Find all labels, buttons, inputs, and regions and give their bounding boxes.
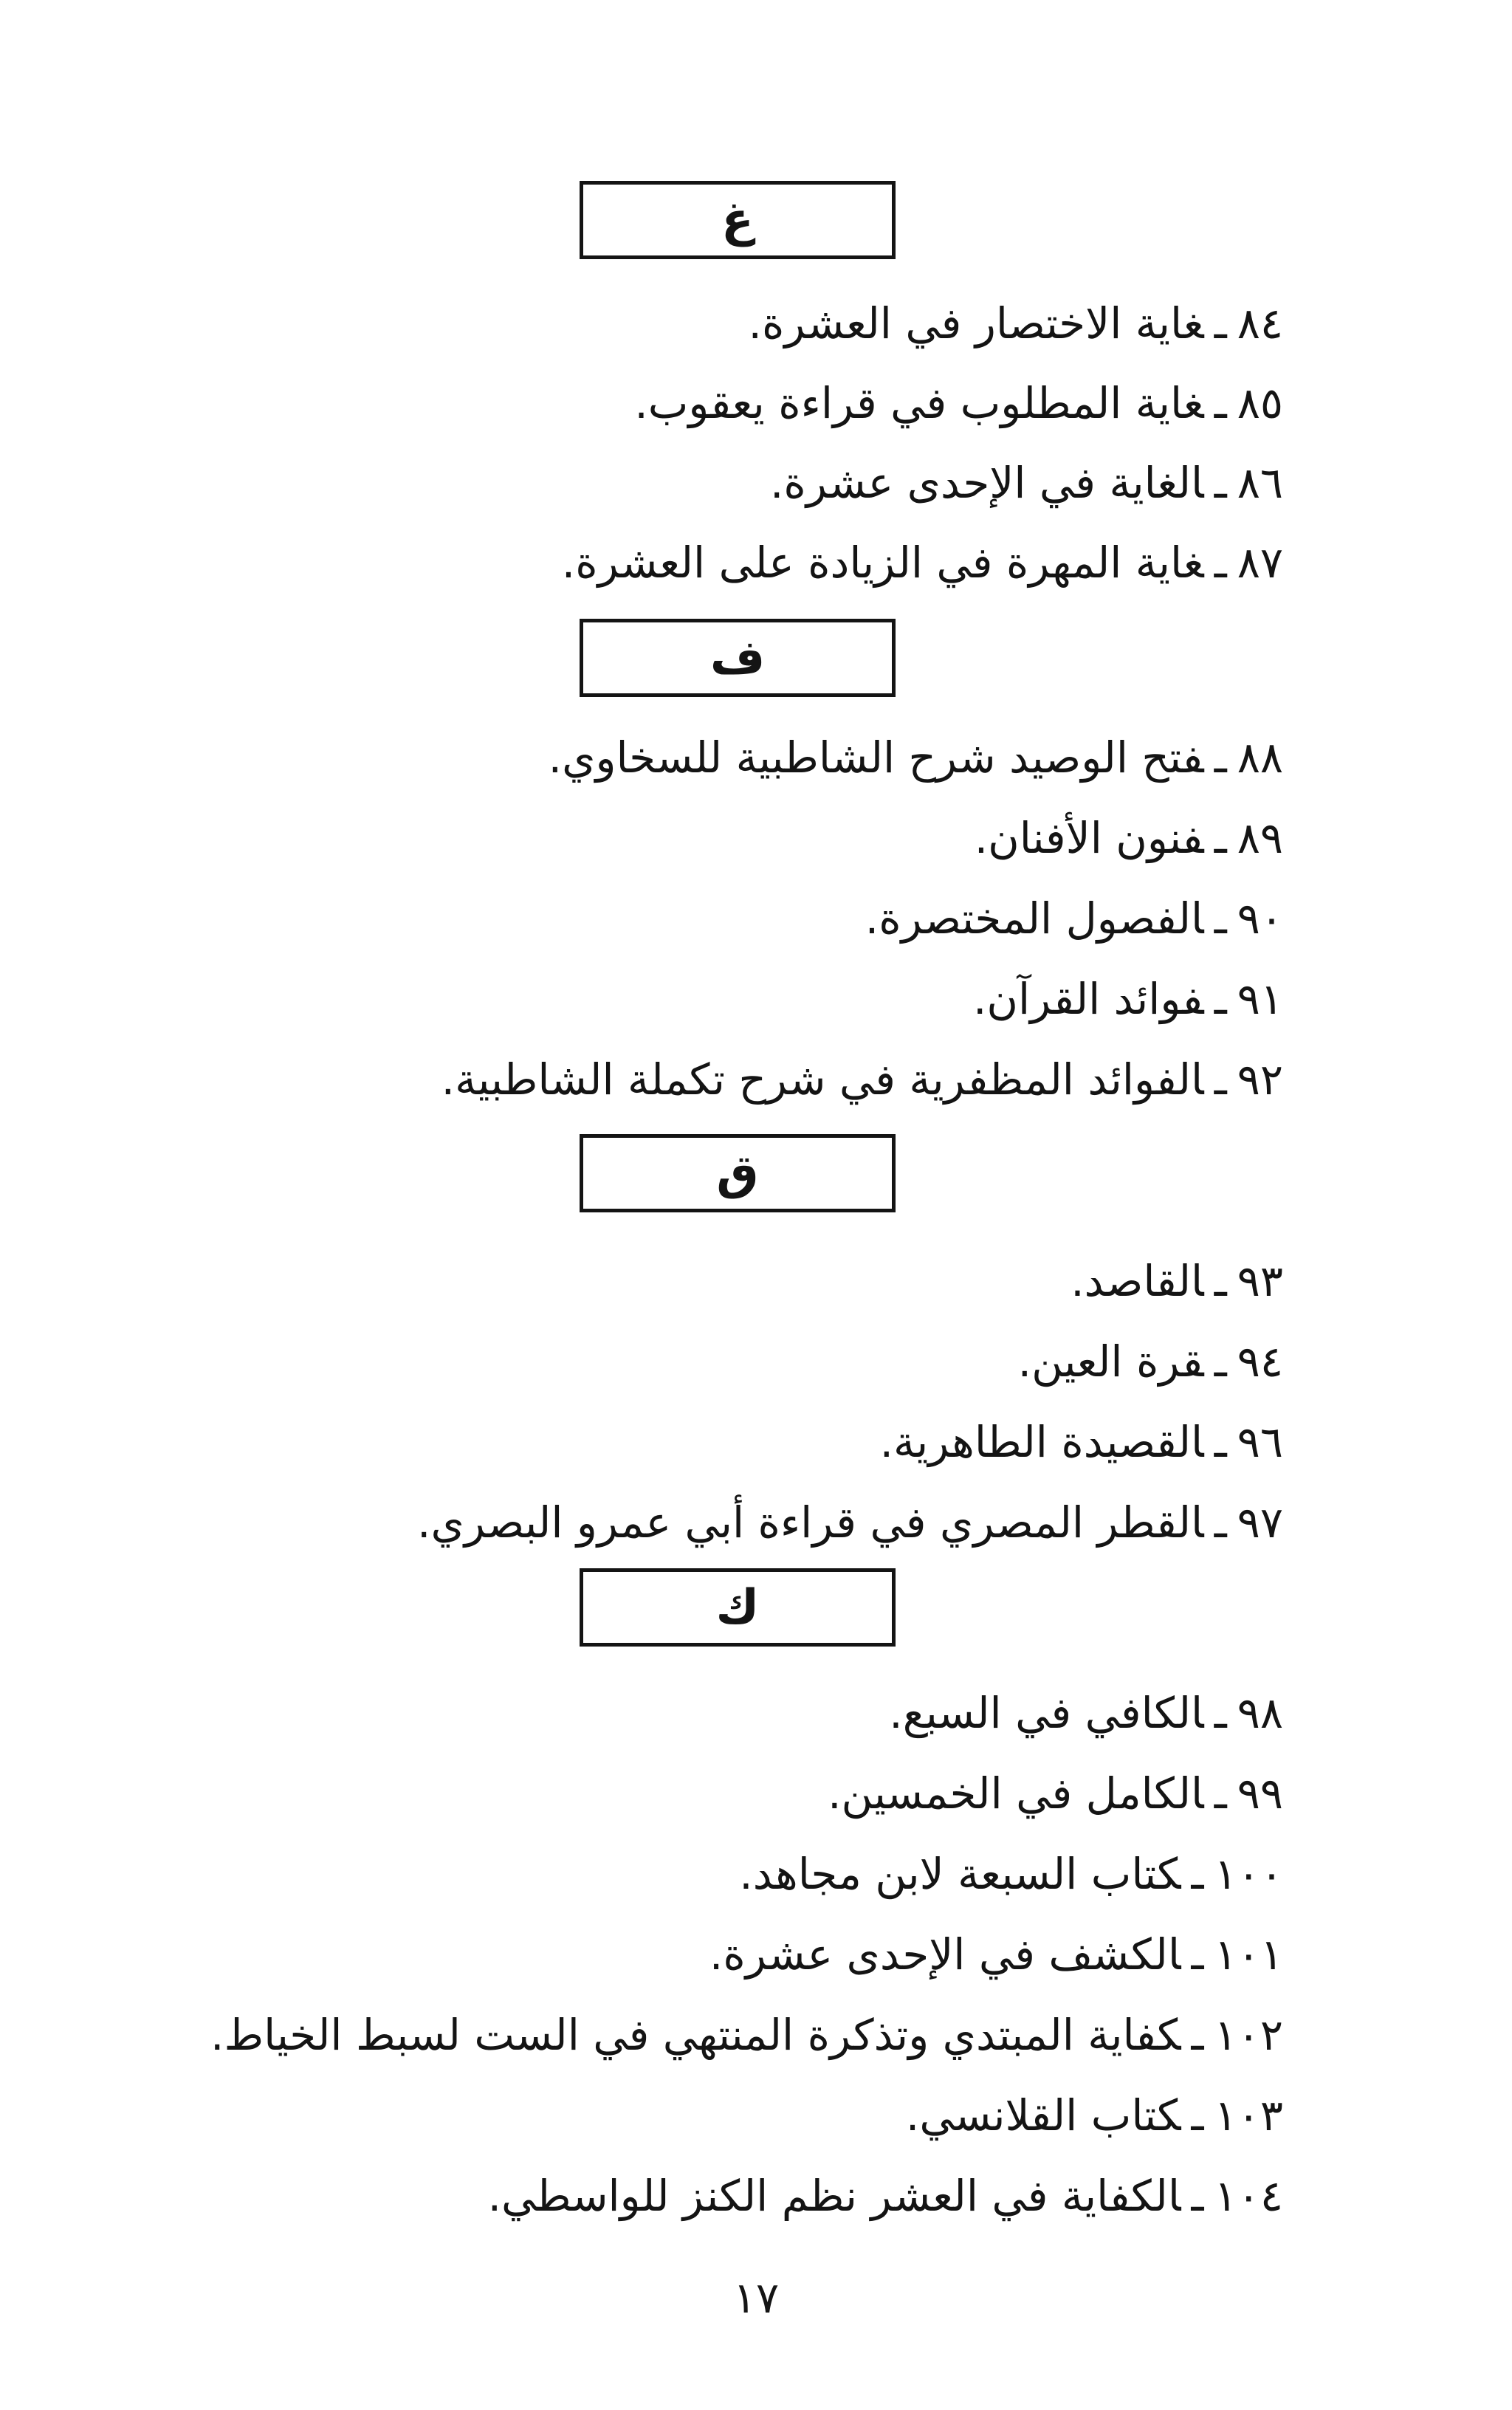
entry-number: ٩٤: [1237, 1336, 1283, 1387]
entry-title: القطر المصري في قراءة أبي عمرو البصري.: [417, 1497, 1204, 1548]
entry-number: ٨٤: [1237, 298, 1283, 349]
entry-number: ٩٦: [1237, 1417, 1283, 1467]
entry-number: ٨٧: [1237, 538, 1283, 588]
entry-title: قرة العين.: [1017, 1336, 1204, 1387]
entry-separator: ـ: [1214, 1054, 1227, 1105]
entry-title: الكامل في الخمسين.: [828, 1768, 1204, 1819]
entry-number: ١٠٢: [1214, 2010, 1283, 2060]
section-header-qaf: [580, 1134, 896, 1212]
entry-separator: ـ: [1214, 378, 1227, 428]
entry-title: الفوائد المظفرية في شرح تكملة الشاطبية.: [441, 1054, 1204, 1105]
list-item: [770, 453, 1283, 512]
section-header-fa: [580, 619, 896, 697]
list-item: [417, 1493, 1283, 1552]
page-number: ١٧: [732, 2273, 780, 2323]
entry-number: ٩٧: [1237, 1497, 1283, 1548]
section-letter: ق: [716, 1146, 759, 1201]
section-header-kaf: [580, 1568, 896, 1647]
entry-title: القصيدة الطاهرية.: [879, 1417, 1204, 1467]
entry-title: الغاية في الإحدى عشرة.: [770, 458, 1204, 508]
entry-title: الفصول المختصرة.: [865, 893, 1204, 944]
entry-separator: ـ: [1214, 732, 1227, 783]
list-item: [549, 728, 1283, 787]
entry-number: ٨٥: [1237, 378, 1283, 428]
entry-separator: ـ: [1214, 1497, 1227, 1548]
entry-number: ٩١: [1237, 974, 1283, 1024]
entry-separator: ـ: [1191, 2090, 1204, 2140]
section-letter: غ: [721, 193, 754, 247]
entry-number: ٨٨: [1237, 732, 1283, 783]
list-item: [975, 809, 1283, 868]
entry-number: ٨٩: [1237, 813, 1283, 863]
entry-separator: ـ: [1214, 813, 1227, 863]
list-item: [709, 1925, 1283, 1984]
list-item: [1018, 1332, 1283, 1391]
entry-number: ٩٢: [1237, 1054, 1283, 1105]
entry-number: ٩٠: [1237, 893, 1283, 944]
list-item: [828, 1764, 1283, 1823]
entry-separator: ـ: [1191, 2010, 1204, 2060]
entry-title: كتاب القلانسي.: [905, 2090, 1181, 2140]
entry-separator: ـ: [1214, 1336, 1227, 1387]
list-item: [210, 2005, 1283, 2064]
entry-number: ٩٩: [1237, 1768, 1283, 1819]
list-item: [441, 1050, 1283, 1109]
list-item: [865, 889, 1283, 948]
entry-number: ١٠٣: [1214, 2090, 1283, 2140]
list-item: [749, 294, 1283, 353]
entry-title: غاية الاختصار في العشرة.: [748, 298, 1204, 349]
entry-separator: ـ: [1214, 893, 1227, 944]
list-item: [488, 2166, 1283, 2225]
entry-title: الكافي في السبع.: [889, 1688, 1204, 1738]
entry-separator: ـ: [1191, 1849, 1204, 1899]
section-letter: ك: [715, 1580, 760, 1635]
list-item: [562, 533, 1283, 592]
entry-title: القاصد.: [1071, 1256, 1204, 1306]
entry-separator: ـ: [1214, 1688, 1227, 1738]
entry-number: ٨٦: [1237, 458, 1283, 508]
entry-separator: ـ: [1214, 1417, 1227, 1467]
list-item: [889, 1683, 1283, 1743]
entry-number: ١٠٤: [1214, 2171, 1283, 2221]
list-item: [906, 2086, 1283, 2145]
entry-title: كفاية المبتدي وتذكرة المنتهي في الست لسبط الخياط.: [210, 2010, 1181, 2060]
entry-separator: ـ: [1191, 1929, 1204, 1980]
section-letter: ف: [709, 631, 766, 685]
entry-title: غاية المهرة في الزيادة على العشرة.: [561, 538, 1204, 588]
list-item: [1071, 1252, 1283, 1311]
entry-title: فتح الوصيد شرح الشاطبية للسخاوي.: [548, 732, 1204, 783]
list-item: [739, 1844, 1283, 1903]
entry-number: ٩٣: [1237, 1256, 1283, 1306]
entry-separator: ـ: [1191, 2171, 1204, 2221]
entry-separator: ـ: [1214, 974, 1227, 1024]
entry-separator: ـ: [1214, 1256, 1227, 1306]
entry-title: غاية المطلوب في قراءة يعقوب.: [634, 378, 1204, 428]
entry-title: كتاب السبعة لابن مجاهد.: [739, 1849, 1181, 1899]
list-item: [634, 374, 1283, 433]
entry-title: الكفاية في العشر نظم الكنز للواسطي.: [487, 2171, 1181, 2221]
section-header-ghain: [580, 181, 896, 259]
entry-separator: ـ: [1214, 1768, 1227, 1819]
entry-title: الكشف في الإحدى عشرة.: [709, 1929, 1181, 1980]
list-item: [973, 969, 1283, 1029]
entry-number: ١٠١: [1214, 1929, 1283, 1980]
entry-number: ١٠٠: [1214, 1849, 1283, 1899]
entry-number: ٩٨: [1237, 1688, 1283, 1738]
entry-title: فنون الأفنان.: [974, 813, 1204, 863]
list-item: [880, 1412, 1283, 1472]
entry-separator: ـ: [1214, 538, 1227, 588]
entry-separator: ـ: [1214, 298, 1227, 349]
entry-separator: ـ: [1214, 458, 1227, 508]
entry-title: فوائد القرآن.: [972, 974, 1204, 1024]
